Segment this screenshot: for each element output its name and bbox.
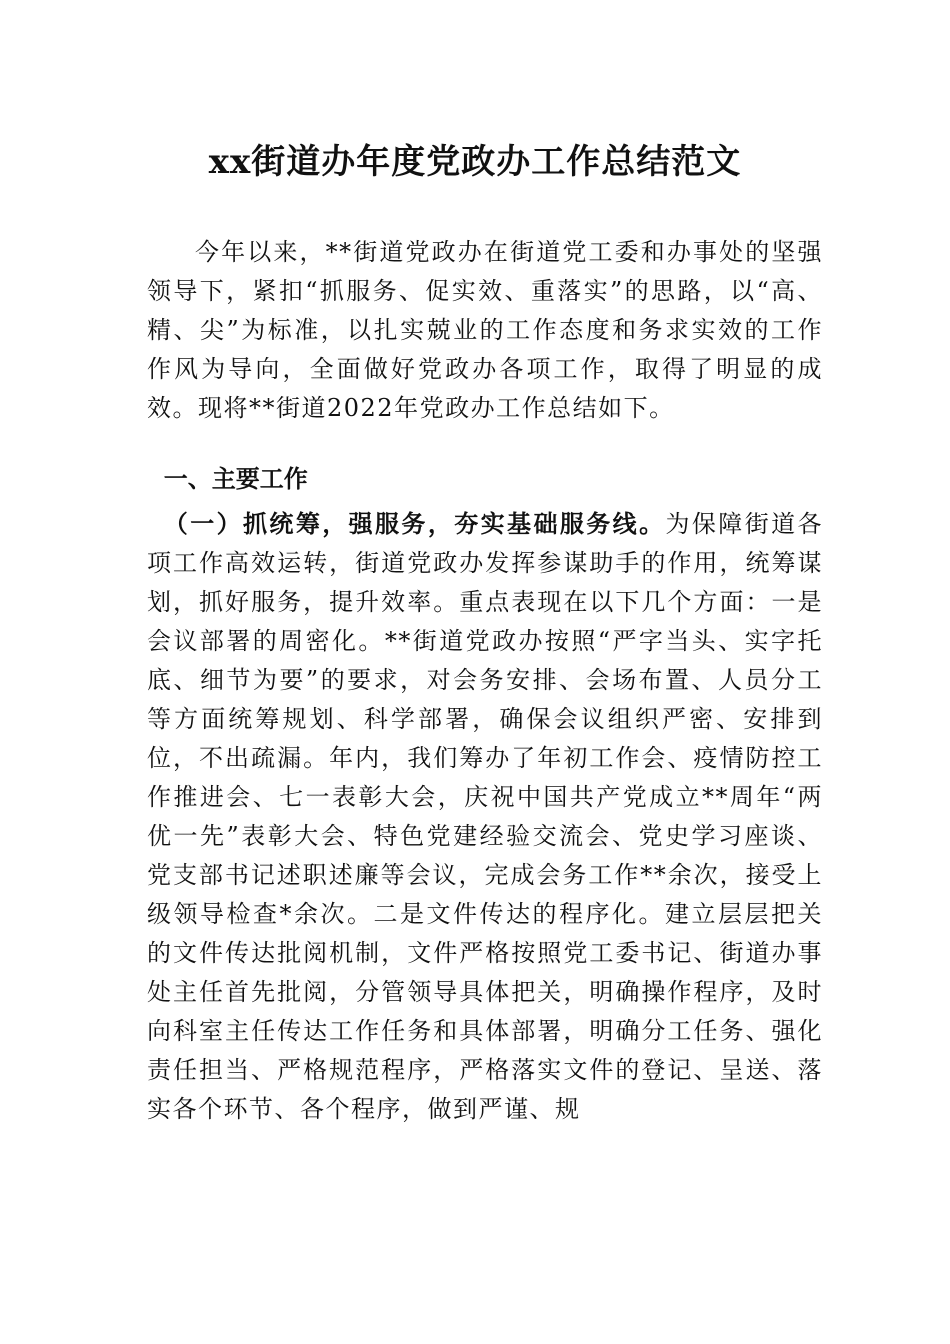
document-title: xx街道办年度党政办工作总结范文: [208, 142, 742, 182]
intro-paragraph: 今年以来，**街道党政办在街道党工委和办事处的坚强领导下，紧扣“抓服务、促实效、重落实”的思路，以“高、精、尖”为标准，以扎实兢业的工作态度和务求实效的工作作风为导向，全面做好党政办各项工作，取得了明显的成效。现将**街道2022年党政办工作总结如下。: [147, 238, 823, 422]
subsection-heading-1: （一）抓统筹，强服务，夯实基础服务线。: [163, 509, 666, 538]
section-heading-main-work: 一、主要工作: [163, 465, 308, 493]
subsection-body-1: 为保障街道各项工作高效运转，街道党政办发挥参谋助手的作用，统筹谋划，抓好服务，提升效率。重点表现在以下几个方面：一是会议部署的周密化。**街道党政办按照“严字当头、实字托底、细节为要”的要求，对会务安排、会场布置、人员分工等方面统筹规划、科学部署，确保会议组织严密、安排到位，不出疏漏。年内，我们筹办了年初工作会、疫情防控工作推进会、七一表彰大会，庆祝中国共产党成立**周年“两优一先”表彰大会、特色党建经验交流会、党史学习座谈、党支部书记述职述廉等会议，完成会务工作**余次，接受上级领导检查*余次。二是文件传达的程序化。建立层层把关的文件传达批阅机制，文件严格按照党工委书记、街道办事处主任首先批阅，分管领导具体把关，明确操作程序，及时向科室主任传达工作任务和具体部署，明确分工任务、强化责任担当、严格规范程序，严格落实文件的登记、呈送、落实各个环节、各个程序，做到严谨、规: [147, 510, 824, 1123]
subsection-paragraph-1: [147, 504, 823, 1129]
